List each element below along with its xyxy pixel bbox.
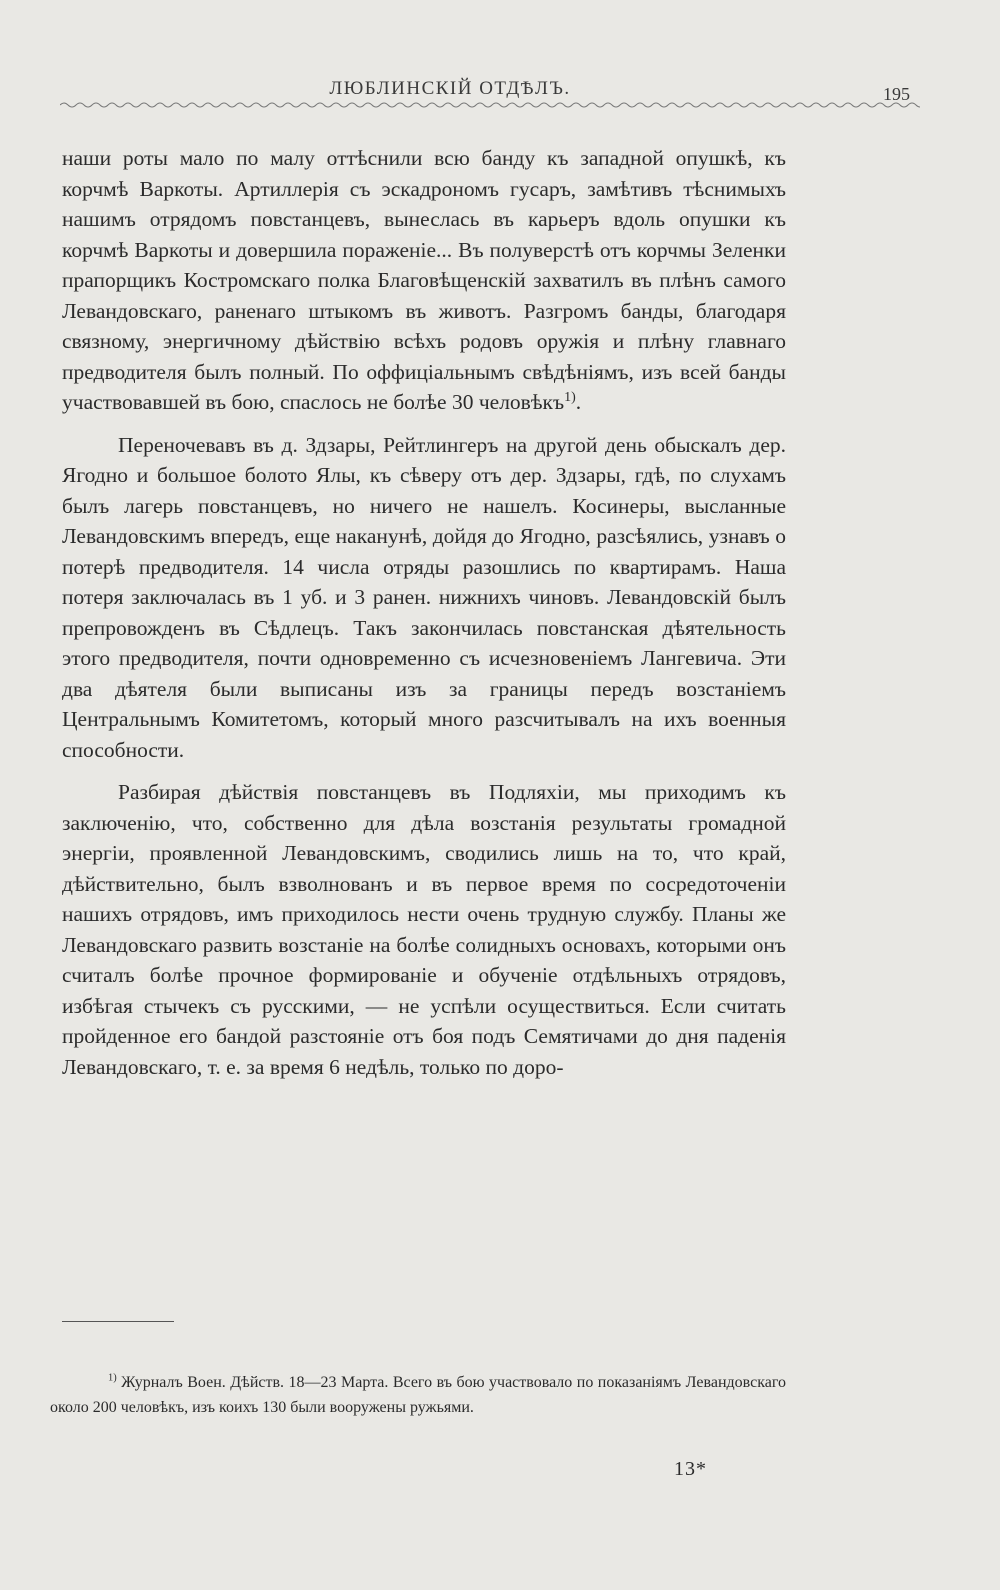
paragraph-2: Переночевавъ въ д. Здзары, Рейтлингеръ на другой день обыскалъ дер. Ягодно и большое болото Ялы, къ сѣверу отъ дер. Здзары, гдѣ, по слухамъ былъ лагерь повстанцевъ, но ничего не нашелъ. Косинеры, высланные Левандовскимъ впередъ, еще наканунѣ, дойдя до Ягодно, разсѣялись, узнавъ о потерѣ предводителя. 14 числа отряды разошлись по квартирамъ. Наша потеря заключалась въ 1 уб. и 3 ранен. нижнихъ чиновъ. Левандовскій былъ препровожденъ въ Сѣдлецъ. Такъ закончилась повстанская дѣятельность этого предводителя, почти одновременно съ исчезновеніемъ Лангевича. Эти два дѣятеля были выписаны изъ за границы передъ возстаніемъ Центральнымъ Комитетомъ, который много разсчитывалъ на ихъ военныя способности. (62, 432, 786, 762)
wavy-rule-divider (60, 100, 920, 110)
footnote-marker: 1) (108, 1372, 117, 1384)
page-number: 195 (883, 84, 910, 104)
body-text (62, 143, 786, 1082)
footnote-reference: 1) (564, 389, 576, 405)
footnote-divider (62, 1321, 174, 1322)
footnote-text: Журналъ Воен. Дѣйств. 18—23 Марта. Всего въ бою участвовало по показаніямъ Левандовскаго около 200 человѣкъ, изъ коихъ 130 были вооружены ружьями. (50, 1374, 787, 1416)
paragraph-1 (62, 143, 786, 418)
signature-mark: 13* (674, 1458, 707, 1480)
running-title: ЛЮБЛИНСКIЙ ОТДѢЛЪ. (329, 78, 571, 99)
paragraph-1-text: наши роты мало по малу оттѣснили всю банду къ западной опушкѣ, къ корчмѣ Варкоты. Артиллерія съ эскадрономъ гусаръ, замѣтивъ тѣснимыхъ нашимъ отрядомъ повстанцевъ, вынеслась въ карьеръ вдоль опушки къ корчмѣ Варкоты и довершила пораженіе... Въ полуверстѣ отъ корчмы Зеленки прапорщикъ Костромскаго полка Благовѣщенскій захватилъ въ плѣнъ самого Левандовскаго, раненаго штыкомъ въ животъ. Разгромъ банды, благодаря связному, энергичному дѣйствію всѣхъ родовъ оружія и плѣну главнаго предводителя былъ полный. По оффиціальнымъ свѣдѣніямъ, изъ всей банды участвовавшей въ бою, спаслось не болѣе 30 человѣкъ (62, 146, 786, 414)
footnote (50, 1370, 786, 1420)
paragraph-1-end: . (575, 390, 582, 414)
running-head (60, 72, 920, 106)
paragraph-3: Разбирая дѣйствія повстанцевъ въ Подляхіи, мы приходимъ къ заключенію, что, собственно для дѣла возстанія результаты громадной энергіи, проявленной Левандовскимъ, сводились лишь на то, что край, дѣйствительно, былъ взволнованъ и въ первое время по сосредоточеніи нашихъ отрядовъ, имъ приходилось нести очень трудную службу. Планы же Левандовскаго развить возстаніе на болѣе солидныхъ основахъ, которыми онъ считалъ болѣе прочное формированіе и обученіе отдѣльныхъ отрядовъ, избѣгая стычекъ съ русскими, — не успѣли осуществиться. Если считать пройденное его бандой разстояніе отъ боя подъ Семятичами до дня паденія Левандовскаго, т. е. за время 6 недѣль, только по доро- (62, 780, 786, 1079)
